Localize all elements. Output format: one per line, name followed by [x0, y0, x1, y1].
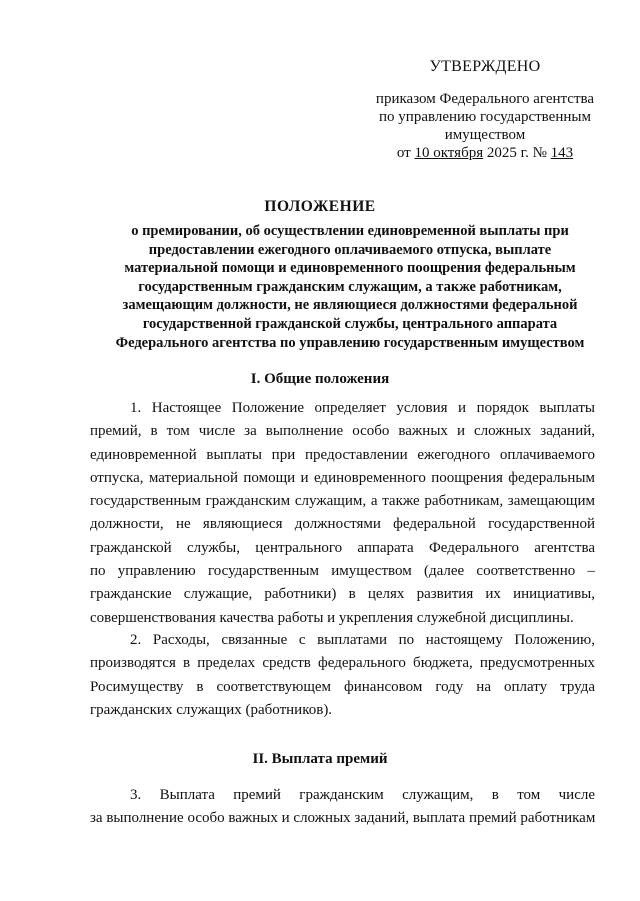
- subtitle-line: государственной гражданской службы, центрального аппарата: [142, 315, 558, 332]
- subtitle-line: материальной помощи и единовременного поощрения федеральным: [124, 260, 576, 277]
- paragraph-line: отпуска, материальной помощи и единовременного поощрения федеральным: [90, 469, 595, 486]
- approval-title: УТВЕРЖДЕНО: [429, 58, 541, 75]
- date-suffix: 2025 г. №: [483, 145, 551, 161]
- paragraph-line: должности, не являющиеся должностями федеральной государственной: [90, 516, 595, 533]
- paragraph-line: премий, в том числе за выполнение особо важных и сложных заданий,: [90, 423, 595, 440]
- paragraph-line: гражданские служащие, работники) в целях развития их инициативы,: [90, 586, 595, 603]
- date-prefix: от: [396, 145, 415, 161]
- paragraph-2: [90, 629, 595, 722]
- order-number: 143: [550, 145, 574, 161]
- paragraph-line: по управлению государственным имуществом (далее соответственно –: [90, 563, 595, 580]
- approval-line-3: имуществом: [444, 127, 526, 143]
- approval-line-1: приказом Федерального агентства: [375, 91, 595, 107]
- order-date: 10 октября: [414, 145, 484, 161]
- paragraph-line: государственным гражданским служащим, а также работникам, замещающим: [90, 493, 595, 510]
- approval-line-2: по управлению государственным: [379, 109, 591, 125]
- paragraph-line: гражданской службы, центрального аппарата Федерального агентства: [90, 539, 595, 556]
- subtitle-line: предоставлении ежегодного оплачиваемого отпуска, выплате: [148, 241, 552, 258]
- paragraph-line: 2. Расходы, связанные с выплатами по настоящему Положению,: [130, 632, 595, 648]
- paragraph-3: [90, 784, 595, 831]
- paragraph-line: единовременной выплаты при предоставлении ежегодного оплачиваемого: [90, 446, 595, 463]
- subtitle-line: Федерального агентства по управлению государственным имуществом: [115, 334, 585, 351]
- paragraph-line: 1. Настоящее Положение определяет условия и порядок выплаты: [130, 400, 595, 416]
- subtitle-line: о премировании, об осуществлении единовременной выплаты при: [131, 223, 569, 239]
- document-title: ПОЛОЖЕНИЕ: [264, 198, 376, 215]
- approval-date-line: [360, 144, 610, 162]
- approval-stamp: [360, 58, 610, 162]
- section-heading-bonuses: II. Выплата премий: [252, 751, 388, 767]
- paragraph-line: гражданских служащих (работников).: [90, 701, 333, 718]
- paragraph-line: совершенствования качества работы и укрепления служебной дисциплины.: [90, 609, 574, 626]
- document-subtitle: [90, 222, 610, 352]
- subtitle-line: замещающим должности, не являющиеся должностями федеральной: [122, 297, 578, 314]
- paragraph-line: производятся в пределах средств федерального бюджета, предусмотренных: [90, 655, 595, 672]
- paragraph-line: 3. Выплата премий гражданским служащим, в том числе: [130, 787, 595, 803]
- paragraph-line: за выполнение особо важных и сложных заданий, выплата премий работникам: [90, 810, 596, 827]
- subtitle-line: государственным гражданским служащим, а также работникам,: [138, 278, 562, 295]
- paragraph-1: [90, 397, 595, 630]
- paragraph-line: Росимуществу в соответствующем финансовом году на оплату труда: [90, 678, 595, 695]
- section-heading-general: I. Общие положения: [250, 371, 390, 387]
